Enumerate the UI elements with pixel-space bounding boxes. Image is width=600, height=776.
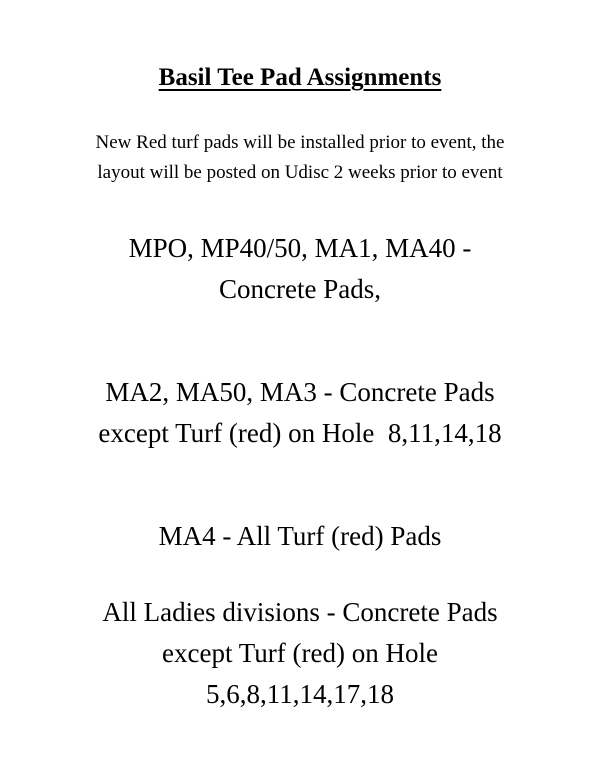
notice-line: layout will be posted on Udisc 2 weeks prior to event: [97, 162, 503, 183]
assignment-line: Concrete Pads,: [219, 274, 381, 304]
assignment-line: except Turf (red) on Hole 8,11,14,18: [98, 418, 502, 448]
assignment-line: 5,6,8,11,14,17,18: [206, 679, 394, 709]
assignment-open-divisions: [0, 228, 600, 310]
assignment-line: All Ladies divisions - Concrete Pads: [102, 597, 498, 627]
assignment-line: except Turf (red) on Hole: [162, 638, 438, 668]
notice-text: [0, 128, 600, 188]
assignment-line: MPO, MP40/50, MA1, MA40 -: [128, 233, 472, 263]
page-title: Basil Tee Pad Assignments: [158, 64, 442, 91]
assignment-ladies-divisions: [0, 592, 600, 715]
assignment-line: MA2, MA50, MA3 - Concrete Pads: [105, 377, 495, 407]
assignment-ma4: [0, 516, 600, 557]
assignment-line: MA4 - All Turf (red) Pads: [158, 521, 442, 551]
notice-line: New Red turf pads will be installed prior to event, the: [95, 132, 505, 153]
assignment-ma2-ma50-ma3: [0, 372, 600, 454]
